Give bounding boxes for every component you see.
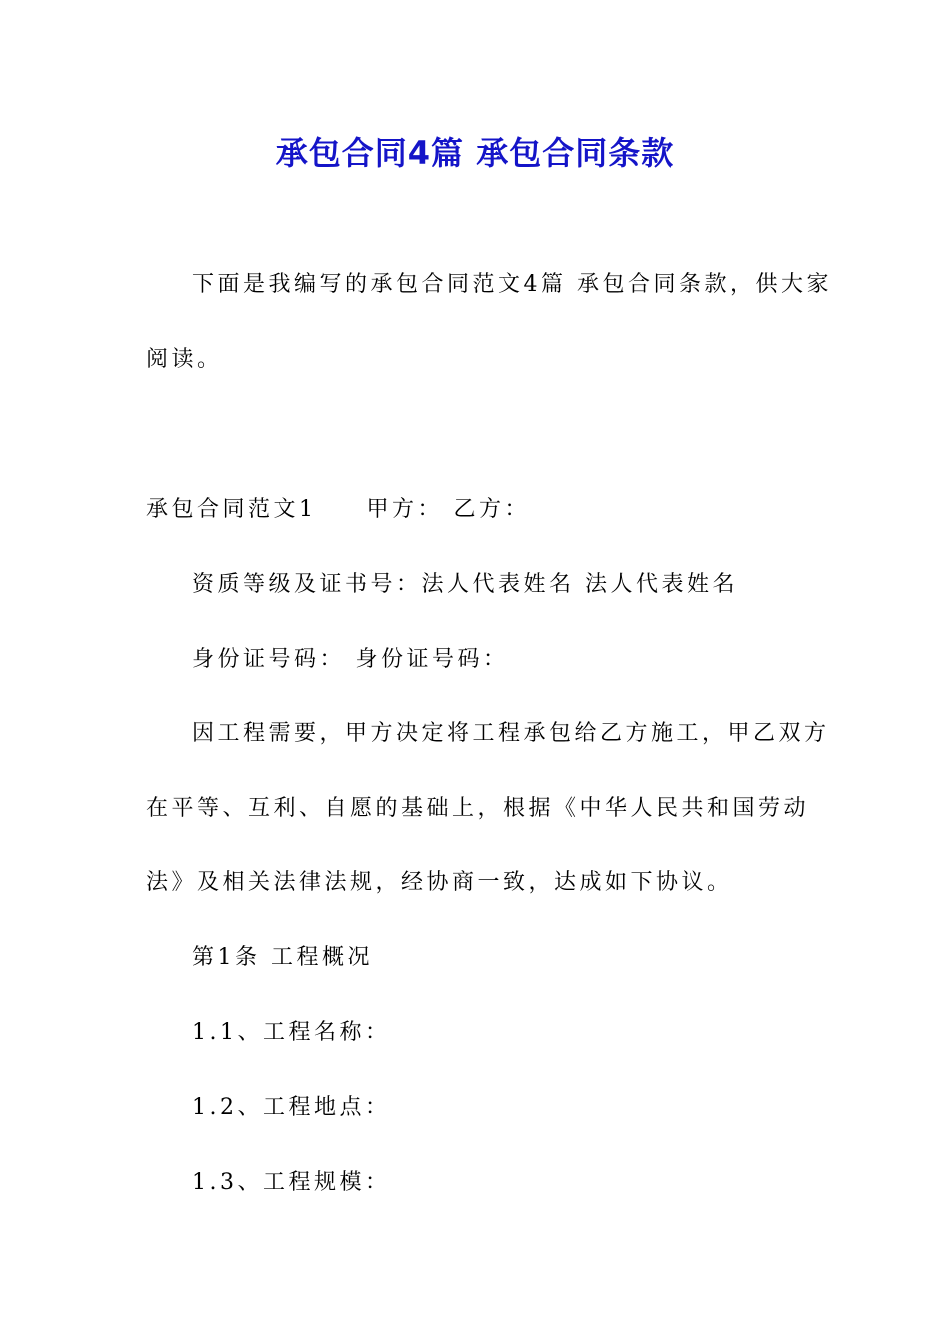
article-1-heading: 第1条 工程概况 xyxy=(192,945,373,970)
paragraph-1-line-3: 法》及相关法律法规，经协商一致，达成如下协议。 xyxy=(146,870,733,895)
parties-label: 甲方： 乙方： xyxy=(366,497,530,522)
qualification-line: 资质等级及证书号：法人代表姓名 法人代表姓名 xyxy=(192,572,738,597)
item-1-1: 1.1、工程名称： xyxy=(192,1020,391,1045)
id-numbers-line: 身份证号码： 身份证号码： xyxy=(192,647,509,672)
item-1-3: 1.3、工程规模： xyxy=(192,1170,391,1195)
section-heading-line xyxy=(146,496,530,524)
section-heading: 承包合同范文1 xyxy=(146,497,317,522)
document-title: 承包合同4篇 承包合同条款 xyxy=(275,134,675,172)
item-1-2: 1.2、工程地点： xyxy=(192,1095,391,1120)
intro-line-2: 阅读。 xyxy=(146,347,223,372)
paragraph-1-line-1: 因工程需要，甲方决定将工程承包给乙方施工，甲乙双方 xyxy=(192,721,830,746)
paragraph-1-line-2: 在平等、互利、自愿的基础上，根据《中华人民共和国劳动 xyxy=(146,796,810,821)
intro-line-1: 下面是我编写的承包合同范文4篇 承包合同条款，供大家 xyxy=(192,272,832,297)
